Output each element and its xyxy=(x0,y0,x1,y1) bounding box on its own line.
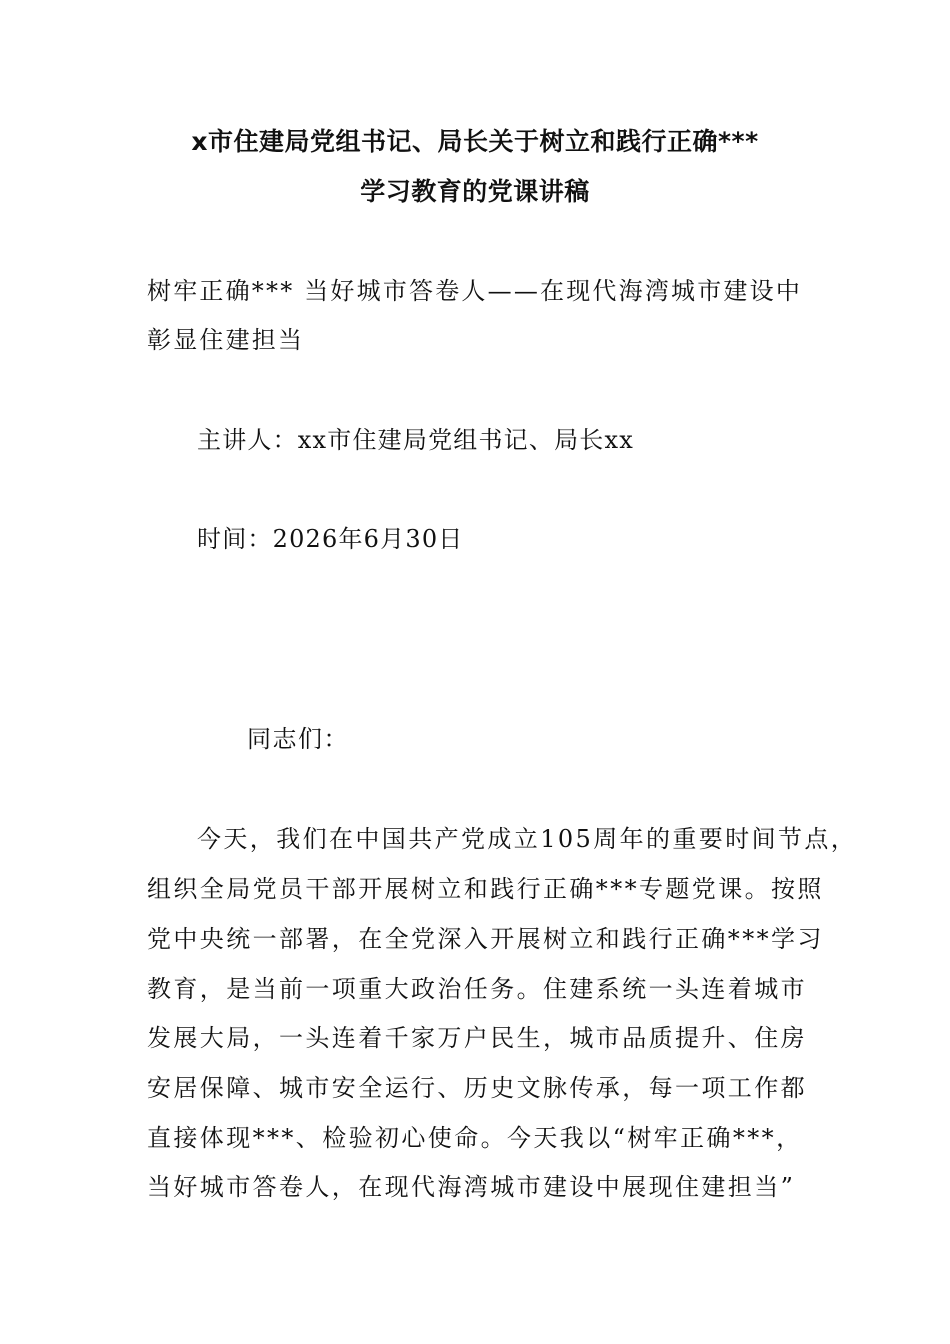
date-info: 时间：2026年6月30日 xyxy=(197,525,464,553)
body-paragraph-line: 教育，是当前一项重大政治任务。住建系统一头连着城市 xyxy=(147,975,807,1003)
body-paragraph-line: 直接体现***、检验初心使命。今天我以“树牢正确***， xyxy=(147,1124,803,1152)
body-paragraph-line: 党中央统一部署，在全党深入开展树立和践行正确***学习 xyxy=(147,925,824,953)
body-paragraph-line: 组织全局党员干部开展树立和践行正确***专题党课。按照 xyxy=(147,875,824,903)
speaker-info: 主讲人：xx市住建局党组书记、局长xx xyxy=(197,426,634,454)
greeting: 同志们： xyxy=(247,725,349,753)
body-paragraph-line: 安居保障、城市安全运行、历史文脉传承，每一项工作都 xyxy=(147,1074,807,1102)
document-title-line-2: 学习教育的党课讲稿 xyxy=(360,177,590,206)
document-title-line-1: x市住建局党组书记、局长关于树立和践行正确*** xyxy=(191,127,759,156)
body-paragraph-line: 发展大局，一头连着千家万户民生，城市品质提升、住房 xyxy=(147,1024,807,1052)
body-paragraph-line: 当好城市答卷人，在现代海湾城市建设中展现住建担当” xyxy=(147,1173,796,1201)
subtitle-line-1: 树牢正确*** 当好城市答卷人——在现代海湾城市建设中 xyxy=(147,277,803,305)
body-paragraph-line: 今天，我们在中国共产党成立105周年的重要时间节点， xyxy=(197,825,858,853)
subtitle-line-2: 彰显住建担当 xyxy=(147,326,305,354)
